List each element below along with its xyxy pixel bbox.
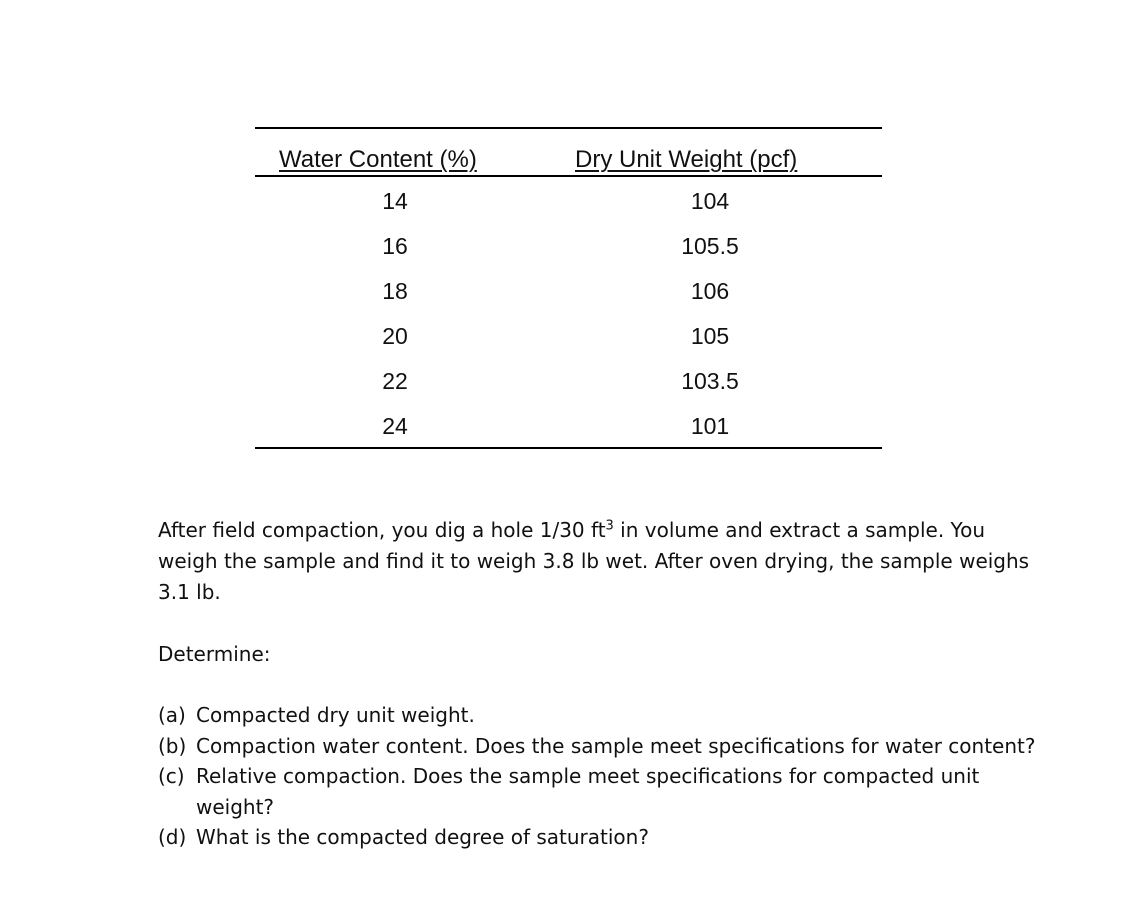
water-content-cell: 22 xyxy=(382,368,408,394)
cubic-superscript: 3 xyxy=(605,518,614,534)
dry-unit-weight-cell: 106 xyxy=(690,278,730,304)
question-letter: (d) xyxy=(158,825,187,849)
question-list xyxy=(158,700,1058,853)
water-content-cell: 20 xyxy=(382,323,408,349)
dry-unit-weight-cell: 105 xyxy=(690,323,730,349)
problem-text-part2: in volume and extract a sample. You weigh the sample and find it to weigh 3.8 lb wet. After oven drying, the sample weighs 3.1 lb. xyxy=(158,518,1030,604)
question-item xyxy=(158,761,1058,822)
table-row xyxy=(255,357,882,402)
question-text: Compaction water content. Does the sample meet specifications for water content? xyxy=(196,733,1036,758)
dry-unit-weight-cell: 105.5 xyxy=(681,233,739,259)
question-letter: (b) xyxy=(158,733,187,758)
table-row xyxy=(255,177,882,222)
water-content-cell: 24 xyxy=(382,413,408,439)
table-row xyxy=(255,267,882,312)
dry-unit-weight-header: Dry Unit Weight (pcf) xyxy=(575,146,798,173)
water-content-cell: 14 xyxy=(382,188,408,214)
table-row xyxy=(255,402,882,447)
determine-label: Determine: xyxy=(158,642,271,666)
water-content-cell: 18 xyxy=(382,278,408,304)
question-letter: (a) xyxy=(158,703,186,727)
question-item xyxy=(158,731,1058,762)
question-text: Compacted dry unit weight. xyxy=(196,703,475,727)
compaction-data-table xyxy=(255,127,882,449)
table-header xyxy=(255,129,882,177)
table-row xyxy=(255,222,882,267)
dry-unit-weight-cell: 101 xyxy=(690,413,730,439)
dry-unit-weight-cell: 103.5 xyxy=(681,368,739,394)
question-letter: (c) xyxy=(158,764,185,788)
question-item xyxy=(158,822,1058,853)
question-item xyxy=(158,700,1058,731)
table-row xyxy=(255,312,882,357)
dry-unit-weight-cell: 104 xyxy=(690,188,730,214)
question-text: What is the compacted degree of saturation? xyxy=(196,825,649,849)
water-content-cell: 16 xyxy=(382,233,408,259)
water-content-header: Water Content (%) xyxy=(279,146,477,173)
problem-text-part1: After field compaction, you dig a hole 1/30 ft xyxy=(158,518,606,542)
problem-statement xyxy=(158,515,1038,608)
question-text: Relative compaction. Does the sample meet specifications for compacted unit weight? xyxy=(196,764,980,819)
table-body xyxy=(255,177,882,447)
